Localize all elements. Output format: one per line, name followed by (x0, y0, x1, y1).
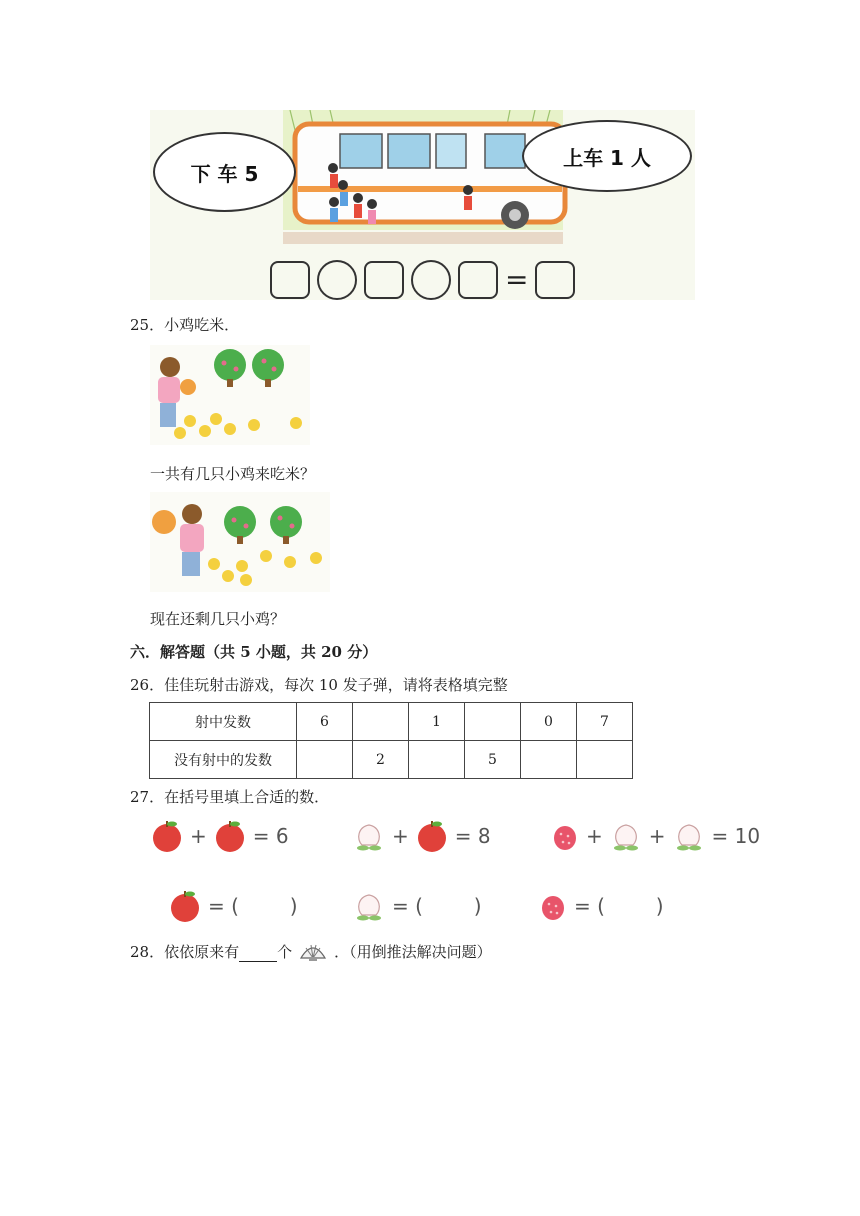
apple-icon (150, 819, 184, 853)
q28-text-after: ．（用倒推法解决问题） (334, 943, 492, 961)
row-header-hits: 射中发数 (150, 703, 297, 741)
section-6-heading: 六．解答题（共 5 小题，共 20 分） (130, 643, 378, 661)
shell-icon (298, 940, 328, 962)
bubble-off-bus-text: 下 车 5 (190, 161, 259, 186)
fruit-equation-1: + = 6 (150, 818, 295, 854)
apple-icon (415, 819, 449, 853)
table-cell-blank[interactable] (353, 703, 409, 741)
answer-box-2[interactable] (364, 261, 404, 299)
answer-peach (352, 888, 488, 924)
answer-strawberry (538, 888, 670, 924)
answer-apple (168, 888, 304, 924)
fruit-equation-2: + = 8 (352, 818, 497, 854)
table-row (150, 703, 633, 741)
bubble-on-bus (522, 120, 692, 192)
peach-icon (352, 889, 386, 923)
bubble-off-bus (153, 132, 296, 212)
apple-icon (213, 819, 247, 853)
q25-title: 25．小鸡吃米． (130, 316, 240, 334)
answer-apple-blank[interactable]: = ( ) (208, 894, 298, 918)
table-cell-blank[interactable] (465, 703, 521, 741)
q26-title: 26．佳佳玩射击游戏，每次 10 发子弹，请将表格填完整 (130, 676, 508, 694)
table-cell-blank[interactable] (297, 741, 353, 779)
fruit-equation-3: + + = 10 (550, 818, 766, 854)
boy-feeding-chicks-image (150, 345, 310, 445)
q28-text-before: 28．依依原来有 (130, 943, 240, 961)
table-cell-blank[interactable] (521, 741, 577, 779)
peach-icon (609, 819, 643, 853)
chicks-picture-2 (150, 492, 330, 596)
answer-box-result[interactable] (535, 261, 575, 299)
table-cell: 5 (465, 741, 521, 779)
boy-chicks-leaving-image (150, 492, 330, 592)
table-cell: 0 (521, 703, 577, 741)
q27-title: 27．在括号里填上合适的数． (130, 788, 330, 806)
table-cell-blank[interactable] (409, 741, 465, 779)
table-row (150, 741, 633, 779)
equals-sign: = (505, 263, 529, 296)
strawberry-icon (550, 819, 580, 853)
peach-icon (352, 819, 386, 853)
answer-box-1[interactable] (270, 261, 310, 299)
q28-text-mid: 个 (277, 943, 293, 961)
q28-answer-blank[interactable] (239, 946, 277, 962)
table-cell: 7 (577, 703, 633, 741)
eq1-result: = 6 (252, 824, 289, 848)
table-cell: 6 (297, 703, 353, 741)
operator-circle-1[interactable] (317, 260, 357, 300)
answer-strawberry-blank[interactable]: = ( ) (574, 894, 664, 918)
table-cell: 1 (409, 703, 465, 741)
table-cell: 2 (353, 741, 409, 779)
bubble-on-bus-text: 上车 1 人 (563, 145, 651, 170)
operator-circle-2[interactable] (411, 260, 451, 300)
apple-icon (168, 889, 202, 923)
strawberry-icon (538, 889, 568, 923)
q25-question-2: 现在还剩几只小鸡？ (150, 610, 286, 628)
peach-icon (672, 819, 706, 853)
q25-question-1: 一共有几只小鸡来吃米？ (150, 465, 316, 483)
equation-boxes (270, 260, 585, 300)
answer-box-3[interactable] (458, 261, 498, 299)
eq2-result: = 8 (454, 824, 491, 848)
row-header-misses: 没有射中的发数 (150, 741, 297, 779)
q28-line (130, 940, 492, 962)
shooting-table (149, 702, 633, 779)
eq3-result: = 10 (711, 824, 761, 848)
answer-peach-blank[interactable]: = ( ) (392, 894, 482, 918)
table-cell-blank[interactable] (577, 741, 633, 779)
chicks-picture-1 (150, 345, 310, 449)
